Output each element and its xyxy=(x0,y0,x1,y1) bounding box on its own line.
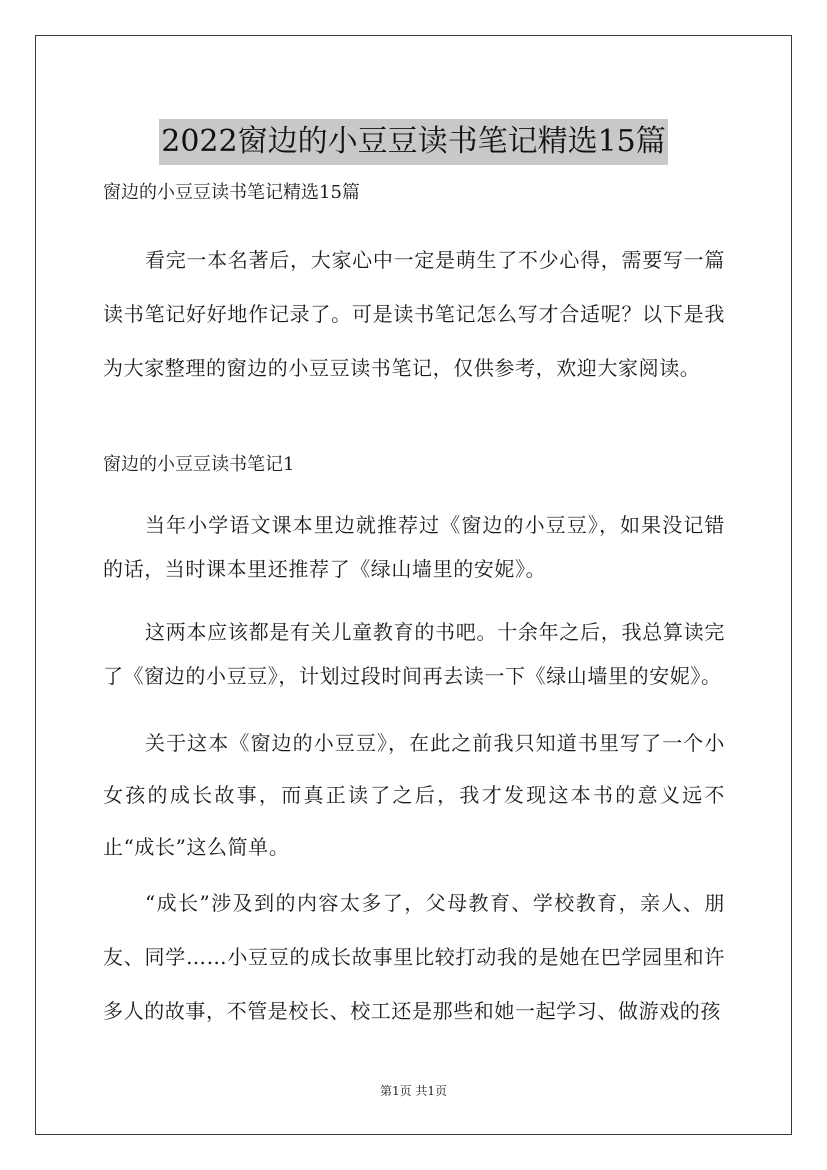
body-paragraph: “成长”涉及到的内容太多了，父母教育、学校教育，亲人、朋友、同学……小豆豆的成长故事里比较打动我的是她在巴学园里和许多人的故事，不管是校长、校工还是那些和她一起学习、做游戏的孩 xyxy=(103,891,725,1023)
document-title: 2022窗边的小豆豆读书笔记精选15篇 xyxy=(159,119,668,165)
title-container xyxy=(0,99,827,185)
body-paragraph: 当年小学语文课本里边就推荐过《窗边的小豆豆》，如果没记错的话，当时课本里还推荐了《绿山墙里的安妮》。 xyxy=(103,513,725,581)
page-footer: 第1页 共1页 xyxy=(379,1084,448,1098)
body-paragraph: 这两本应该都是有关儿童教育的书吧。十余年之后，我总算读完了《窗边的小豆豆》，计划过段时间再去读一下《绿山墙里的安妮》。 xyxy=(103,620,725,688)
section-heading: 窗边的小豆豆读书笔记1 xyxy=(103,454,295,475)
document-subtitle: 窗边的小豆豆读书笔记精选15篇 xyxy=(103,182,360,203)
intro-paragraph: 看完一本名著后，大家心中一定是萌生了不少心得，需要写一篇读书笔记好好地作记录了。可是读书笔记怎么写才合适呢？以下是我为大家整理的窗边的小豆豆读书笔记，仅供参考，欢迎大家阅读。 xyxy=(103,248,725,380)
body-paragraph: 关于这本《窗边的小豆豆》，在此之前我只知道书里写了一个小女孩的成长故事，而真正读了之后，我才发现这本书的意义远不止“成长”这么简单。 xyxy=(103,731,725,859)
